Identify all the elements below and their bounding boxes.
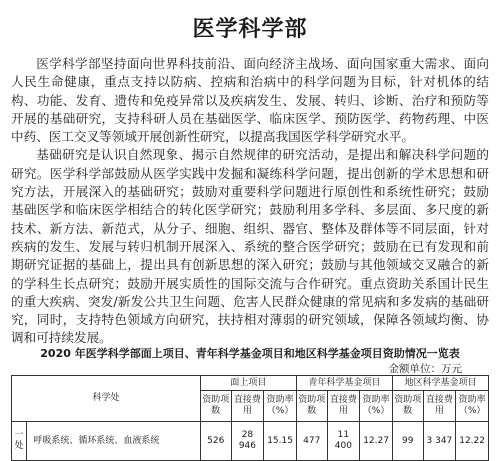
subheader-count: 资助项数 <box>296 391 327 422</box>
cell-youth-cost: 11 400 <box>327 422 360 461</box>
cell-youth-count: 477 <box>296 422 327 461</box>
cell-youth-rate: 12.27 <box>360 422 393 461</box>
discipline-name: 呼吸系统、循环系统、血液系统 <box>27 422 201 461</box>
cell-general-rate: 15.15 <box>264 422 297 461</box>
section-label: 一处 <box>12 422 27 461</box>
table-title: 2020 年医学科学部面上项目、青年科学基金项目和地区科学基金项目资助情况一览表 <box>40 347 460 360</box>
table-unit: 金额单位：万元 <box>388 363 462 375</box>
page-title: 医学科学部 <box>192 17 308 42</box>
table-header-row <box>12 376 489 391</box>
cell-general-count: 526 <box>200 422 231 461</box>
header-group-general: 面上项目 <box>200 376 296 391</box>
header-group-youth: 青年科学基金项目 <box>296 376 392 391</box>
table-row <box>12 422 489 461</box>
subheader-rate: 资助率（%） <box>360 391 393 422</box>
cell-regional-count: 99 <box>392 422 423 461</box>
funding-table <box>11 375 489 461</box>
body-text <box>11 55 489 348</box>
cell-regional-rate: 12.22 <box>456 422 489 461</box>
paragraph-1: 医学科学部坚持面向世界科技前沿、面向经济主战场、面向国家重大需求、面向人民生命健康，重点支持以防病、控病和治病中的科学问题为目标，针对机体的结构、功能、发育、遗传和免疫异常以及疾病发生、发展、转归、诊断、治疗和预防等开展的基础研究，支持科研人员在基础医学、临床医学、预防医学、药物药理、中医中药、医工交叉等领域开展创新性研究，以提高我国医学科学研究水平。 <box>11 56 489 145</box>
subheader-rate: 资助率（%） <box>264 391 297 422</box>
cell-regional-cost: 3 347 <box>423 422 456 461</box>
subheader-count: 资助项数 <box>200 391 231 422</box>
subheader-cost: 直接费用 <box>231 391 264 422</box>
subheader-cost: 直接费用 <box>327 391 360 422</box>
subheader-rate: 资助率（%） <box>456 391 489 422</box>
cell-general-cost: 28 946 <box>231 422 264 461</box>
header-discipline: 科学处 <box>12 376 201 422</box>
subheader-cost: 直接费用 <box>423 391 456 422</box>
subheader-count: 资助项数 <box>392 391 423 422</box>
paragraph-2: 基础研究是认识自然现象、揭示自然规律的研究活动，是提出和解决科学问题的研究。医学科学部鼓励从医学实践中发掘和凝练科学问题，提出创新的学术思想和研究方法，开展深入的基础研究；鼓励对重要科学问题进行原创性和系统性研究；鼓励基础医学和临床医学相结合的转化医学研究；鼓励利用多学科、多层面、多尺度的新技术、新方法、新范式，从分子、细胞、组织、器官、整体及群体等不同层面，针对疾病的发生、发展与转归机制开展深入、系统的整合医学研究；鼓励在已有发现和前期研究证据的基础上，提出具有创新思想的深入研究；鼓励与其他领域交叉融合的新的学科生长点研究；鼓励开展实质性的国际交流与合作研究。重点资助关系国计民生的重大疾病、突发/新发公共卫生问题、危害人民群众健康的常见病和多发病的基础研究，同时，支持特色领域方向研究，扶持相对薄弱的研究领域，保障各领域均衡、协调和可持续发展。 <box>11 147 489 346</box>
header-group-regional: 地区科学基金项目 <box>392 376 488 391</box>
